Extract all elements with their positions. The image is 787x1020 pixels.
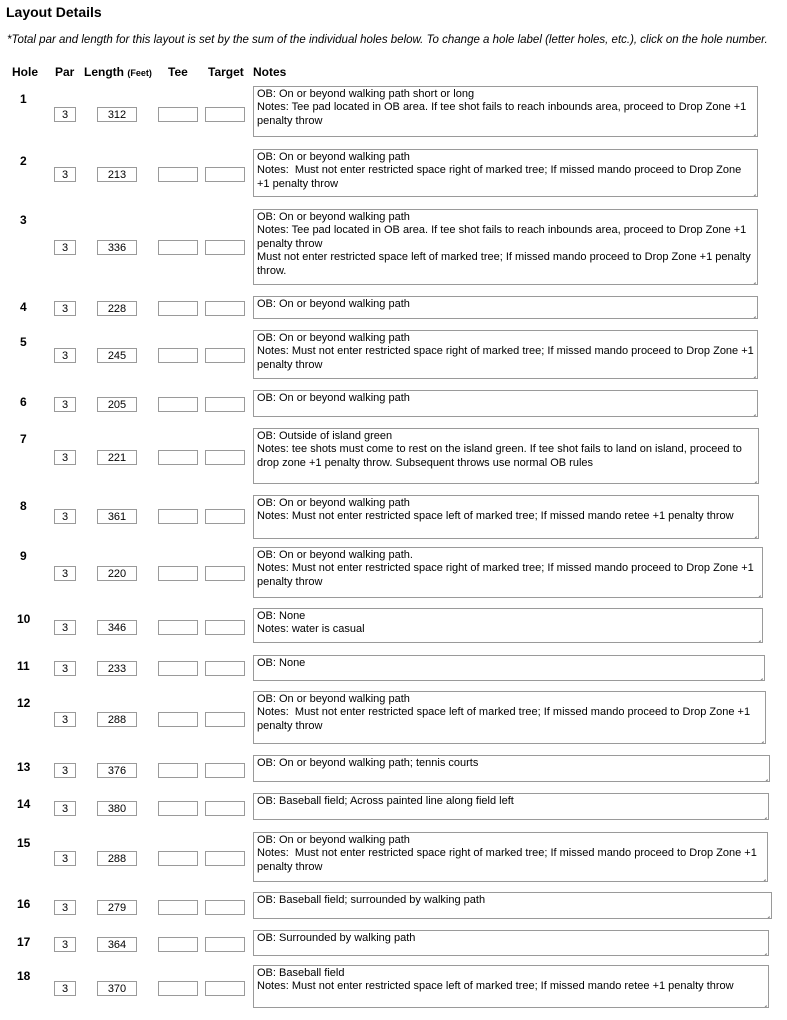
target-input-14[interactable] bbox=[205, 801, 245, 816]
notes-textarea-16[interactable] bbox=[253, 892, 772, 919]
resize-grip-icon[interactable] bbox=[753, 633, 761, 641]
notes-text: OB: On or beyond walking path short or long Notes: Tee pad located in OB area. If tee shot fails to reach inbounds area, proceed to Drop Zone +1 penalty throw bbox=[257, 88, 747, 127]
par-input-11[interactable] bbox=[54, 661, 76, 676]
par-input-3[interactable] bbox=[54, 240, 76, 255]
tee-input-12[interactable] bbox=[158, 712, 198, 727]
header-notes: Notes bbox=[253, 65, 287, 79]
target-input-18[interactable] bbox=[205, 981, 245, 996]
length-input-3[interactable] bbox=[97, 240, 137, 255]
par-input-9[interactable] bbox=[54, 566, 76, 581]
tee-input-16[interactable] bbox=[158, 900, 198, 915]
par-input-8[interactable] bbox=[54, 509, 76, 524]
par-input-7[interactable] bbox=[54, 450, 76, 465]
hole-number-18[interactable]: 18 bbox=[17, 969, 31, 983]
notes-text: OB: On or beyond walking path Notes: Must not enter restricted space right of marked tree; If missed mando proceed to Drop Zone +1 penalty throw bbox=[257, 151, 742, 190]
par-input-12[interactable] bbox=[54, 712, 76, 727]
par-input-6[interactable] bbox=[54, 397, 76, 412]
target-input-4[interactable] bbox=[205, 301, 245, 316]
hole-number-4[interactable]: 4 bbox=[20, 300, 27, 314]
target-input-13[interactable] bbox=[205, 763, 245, 778]
hole-number-13[interactable]: 13 bbox=[17, 760, 31, 774]
hole-number-6[interactable]: 6 bbox=[20, 395, 27, 409]
notes-text: OB: None bbox=[257, 657, 306, 669]
length-input-16[interactable] bbox=[97, 900, 137, 915]
target-input-12[interactable] bbox=[205, 712, 245, 727]
notes-textarea-11[interactable] bbox=[253, 655, 765, 681]
header-length-label: Length bbox=[84, 65, 124, 79]
notes-text: OB: On or beyond walking path. Notes: Must not enter restricted space right of marked tree; If missed mando proceed to Drop Zone +1 penalty throw bbox=[257, 549, 754, 588]
tee-input-7[interactable] bbox=[158, 450, 198, 465]
notes-textarea-8[interactable] bbox=[253, 495, 759, 539]
notes-text: OB: Baseball field; surrounded by walking path bbox=[257, 894, 486, 906]
resize-grip-icon[interactable] bbox=[762, 909, 770, 917]
length-input-13[interactable] bbox=[97, 763, 137, 778]
par-input-2[interactable] bbox=[54, 167, 76, 182]
tee-input-5[interactable] bbox=[158, 348, 198, 363]
notes-textarea-6[interactable] bbox=[253, 390, 758, 417]
header-length bbox=[84, 65, 152, 79]
resize-grip-icon[interactable] bbox=[756, 734, 764, 742]
resize-grip-icon[interactable] bbox=[759, 998, 767, 1006]
tee-input-6[interactable] bbox=[158, 397, 198, 412]
tee-input-9[interactable] bbox=[158, 566, 198, 581]
resize-grip-icon[interactable] bbox=[748, 369, 756, 377]
notes-text: OB: On or beyond walking path bbox=[257, 392, 410, 404]
notes-textarea-1[interactable] bbox=[253, 86, 758, 137]
target-input-15[interactable] bbox=[205, 851, 245, 866]
notes-text: OB: On or beyond walking path Notes: Must not enter restricted space right of marked tree; If missed mando proceed to Drop Zone +1 penalty throw bbox=[257, 332, 754, 371]
par-input-4[interactable] bbox=[54, 301, 76, 316]
notes-textarea-2[interactable] bbox=[253, 149, 758, 197]
hole-number-3[interactable]: 3 bbox=[20, 213, 27, 227]
target-input-8[interactable] bbox=[205, 509, 245, 524]
notes-text: OB: Baseball field; Across painted line along field left bbox=[257, 795, 514, 807]
tee-input-10[interactable] bbox=[158, 620, 198, 635]
resize-grip-icon[interactable] bbox=[759, 946, 767, 954]
par-input-1[interactable] bbox=[54, 107, 76, 122]
tee-input-2[interactable] bbox=[158, 167, 198, 182]
hole-number-1[interactable]: 1 bbox=[20, 92, 27, 106]
notes-text: OB: None Notes: water is casual bbox=[257, 610, 365, 636]
notes-textarea-5[interactable] bbox=[253, 330, 758, 379]
page-title: Layout Details bbox=[6, 4, 102, 20]
par-input-15[interactable] bbox=[54, 851, 76, 866]
length-input-17[interactable] bbox=[97, 937, 137, 952]
header-length-unit: (Feet) bbox=[127, 68, 152, 78]
hole-number-16[interactable]: 16 bbox=[17, 897, 31, 911]
target-input-2[interactable] bbox=[205, 167, 245, 182]
tee-input-18[interactable] bbox=[158, 981, 198, 996]
length-input-5[interactable] bbox=[97, 348, 137, 363]
tee-input-4[interactable] bbox=[158, 301, 198, 316]
target-input-17[interactable] bbox=[205, 937, 245, 952]
target-input-5[interactable] bbox=[205, 348, 245, 363]
tee-input-3[interactable] bbox=[158, 240, 198, 255]
notes-textarea-18[interactable] bbox=[253, 965, 769, 1008]
hole-number-14[interactable]: 14 bbox=[17, 797, 31, 811]
notes-textarea-15[interactable] bbox=[253, 832, 768, 882]
par-input-5[interactable] bbox=[54, 348, 76, 363]
length-input-14[interactable] bbox=[97, 801, 137, 816]
length-input-12[interactable] bbox=[97, 712, 137, 727]
notes-textarea-3[interactable] bbox=[253, 209, 758, 285]
length-input-18[interactable] bbox=[97, 981, 137, 996]
intro-note: *Total par and length for this layout is set by the sum of the individual holes below. To change a hole label (letter holes, etc.), click on the hole number. bbox=[7, 34, 768, 46]
notes-text: OB: On or beyond walking path Notes: Must not enter restricted space left of marked tree; If missed mando retee +1 penalty throw bbox=[257, 497, 734, 523]
resize-grip-icon[interactable] bbox=[760, 772, 768, 780]
notes-text: OB: Baseball field Notes: Must not enter restricted space left of marked tree; If missed mando retee +1 penalty throw bbox=[257, 967, 734, 993]
notes-text: OB: On or beyond walking path; tennis courts bbox=[257, 757, 479, 769]
resize-grip-icon[interactable] bbox=[748, 187, 756, 195]
target-input-7[interactable] bbox=[205, 450, 245, 465]
resize-grip-icon[interactable] bbox=[748, 407, 756, 415]
header-tee: Tee bbox=[168, 65, 188, 79]
resize-grip-icon[interactable] bbox=[748, 127, 756, 135]
hole-number-7[interactable]: 7 bbox=[20, 432, 27, 446]
par-input-16[interactable] bbox=[54, 900, 76, 915]
header-par: Par bbox=[55, 65, 75, 79]
target-input-11[interactable] bbox=[205, 661, 245, 676]
notes-text: OB: Surrounded by walking path bbox=[257, 932, 416, 944]
notes-text: OB: On or beyond walking path Notes: Tee pad located in OB area. If tee shot fails to reach inbounds area, proceed to Drop Zone +1 penalty throw Must not enter restricted space left of marked tree; If missed mando proceed to Drop Zone +1 penalty throw. bbox=[257, 211, 751, 277]
length-input-1[interactable] bbox=[97, 107, 137, 122]
length-input-4[interactable] bbox=[97, 301, 137, 316]
par-input-18[interactable] bbox=[54, 981, 76, 996]
target-input-16[interactable] bbox=[205, 900, 245, 915]
resize-grip-icon[interactable] bbox=[749, 529, 757, 537]
notes-textarea-10[interactable] bbox=[253, 608, 763, 643]
resize-grip-icon[interactable] bbox=[748, 309, 756, 317]
length-input-8[interactable] bbox=[97, 509, 137, 524]
length-input-2[interactable] bbox=[97, 167, 137, 182]
par-input-13[interactable] bbox=[54, 763, 76, 778]
hole-number-11[interactable]: 11 bbox=[17, 659, 30, 673]
hole-number-17[interactable]: 17 bbox=[17, 935, 31, 949]
notes-text: OB: On or beyond walking path Notes: Must not enter restricted space right of marked tree; If missed mando proceed to Drop Zone +1 penalty throw bbox=[257, 834, 757, 873]
length-input-6[interactable] bbox=[97, 397, 137, 412]
header-target: Target bbox=[208, 65, 244, 79]
header-hole: Hole bbox=[12, 65, 39, 79]
length-input-11[interactable] bbox=[97, 661, 137, 676]
resize-grip-icon[interactable] bbox=[758, 872, 766, 880]
hole-number-8[interactable]: 8 bbox=[20, 499, 27, 513]
resize-grip-icon[interactable] bbox=[753, 588, 761, 596]
notes-text: OB: On or beyond walking path bbox=[257, 298, 410, 310]
tee-input-14[interactable] bbox=[158, 801, 198, 816]
length-input-7[interactable] bbox=[97, 450, 137, 465]
par-input-10[interactable] bbox=[54, 620, 76, 635]
length-input-9[interactable] bbox=[97, 566, 137, 581]
par-input-14[interactable] bbox=[54, 801, 76, 816]
notes-textarea-4[interactable] bbox=[253, 296, 758, 319]
notes-textarea-7[interactable] bbox=[253, 428, 759, 484]
target-input-10[interactable] bbox=[205, 620, 245, 635]
tee-input-15[interactable] bbox=[158, 851, 198, 866]
tee-input-8[interactable] bbox=[158, 509, 198, 524]
hole-number-12[interactable]: 12 bbox=[17, 696, 31, 710]
resize-grip-icon[interactable] bbox=[749, 474, 757, 482]
notes-textarea-12[interactable] bbox=[253, 691, 766, 744]
resize-grip-icon[interactable] bbox=[759, 810, 767, 818]
resize-grip-icon[interactable] bbox=[748, 275, 756, 283]
target-input-3[interactable] bbox=[205, 240, 245, 255]
target-input-6[interactable] bbox=[205, 397, 245, 412]
target-input-1[interactable] bbox=[205, 107, 245, 122]
hole-number-10[interactable]: 10 bbox=[17, 612, 31, 626]
length-input-10[interactable] bbox=[97, 620, 137, 635]
notes-textarea-9[interactable] bbox=[253, 547, 763, 598]
notes-textarea-13[interactable] bbox=[253, 755, 770, 782]
length-input-15[interactable] bbox=[97, 851, 137, 866]
hole-number-15[interactable]: 15 bbox=[17, 836, 31, 850]
resize-grip-icon[interactable] bbox=[755, 671, 763, 679]
tee-input-17[interactable] bbox=[158, 937, 198, 952]
notes-text: OB: Outside of island green Notes: tee shots must come to rest on the island green. If tee shot fails to land on island, proceed to drop zone +1 penalty throw. Subsequent throws use normal OB rules bbox=[257, 430, 742, 469]
tee-input-13[interactable] bbox=[158, 763, 198, 778]
hole-number-9[interactable]: 9 bbox=[20, 549, 27, 563]
par-input-17[interactable] bbox=[54, 937, 76, 952]
target-input-9[interactable] bbox=[205, 566, 245, 581]
tee-input-11[interactable] bbox=[158, 661, 198, 676]
hole-number-5[interactable]: 5 bbox=[20, 335, 27, 349]
tee-input-1[interactable] bbox=[158, 107, 198, 122]
notes-textarea-14[interactable] bbox=[253, 793, 769, 820]
notes-text: OB: On or beyond walking path Notes: Must not enter restricted space left of marked tree; If missed mando proceed to Drop Zone +1 penalty throw bbox=[257, 693, 751, 732]
notes-textarea-17[interactable] bbox=[253, 930, 769, 956]
hole-number-2[interactable]: 2 bbox=[20, 154, 27, 168]
